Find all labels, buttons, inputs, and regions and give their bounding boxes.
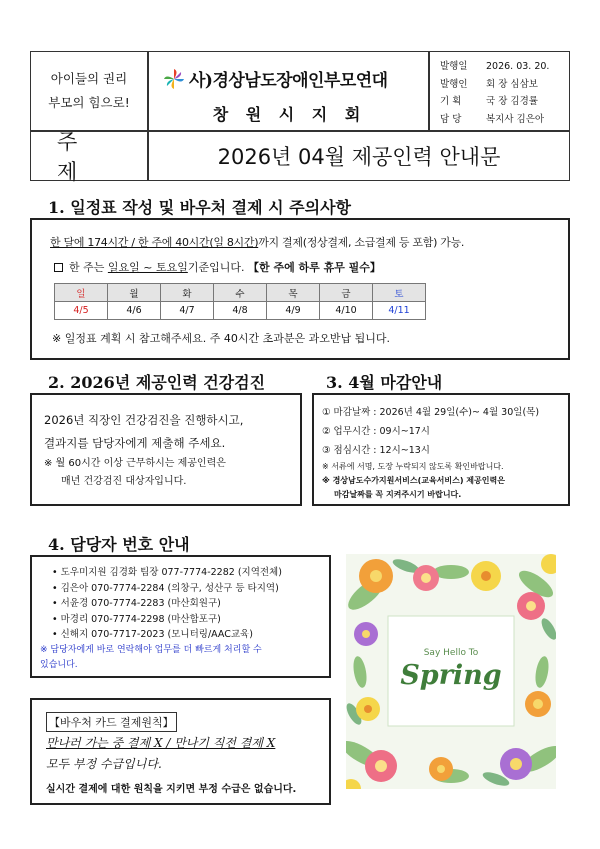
meta-row (440, 93, 569, 111)
week-text-mid: 기준입니다. (187, 261, 245, 274)
date-cell: 4/7 (161, 302, 214, 320)
section1-note: ※ 일정표 계획 시 참고해주세요. 주 40시간 초과분은 과오반납 됩니다. (52, 332, 390, 345)
section3-box (312, 393, 570, 506)
section3-note2-line1: ※ 경상남도수가지원서비스(교육서비스) 제공인력은 (322, 476, 505, 485)
meta-row (440, 76, 569, 94)
slogan-line2: 부모의 힘으로! (48, 95, 130, 110)
contact-item: • 서윤경 070-7774-2283 (마산회원구) (52, 598, 221, 609)
contact-item: • 김은아 070-7774-2284 (의창구, 성산구 등 타지역) (52, 582, 279, 594)
section2-title: 2. 2026년 제공인력 건강검진 (48, 373, 266, 392)
org-name: 사)경상남도장애인부모연대 (189, 71, 388, 91)
office-hours: ② 업무시간 : 09시~17시 (322, 426, 430, 437)
date-cell: 4/9 (267, 302, 320, 320)
meta-label: 담 당 (440, 113, 462, 125)
date-cell: 4/8 (214, 302, 267, 320)
week-calendar-table (54, 283, 426, 320)
slogan-line1: 아이들의 권리 (50, 71, 128, 86)
meta-label: 발행일 (440, 61, 468, 72)
week-range-text: 일요일 ~ 토요일 (107, 261, 188, 274)
week-text-prefix: 한 주는 (69, 261, 105, 274)
section3-title: 3. 4월 마감안내 (326, 373, 443, 392)
rest-day-required-text: 【한 주에 하루 휴무 필수】 (247, 261, 381, 274)
section4-box (30, 555, 331, 678)
section1-box (30, 218, 570, 360)
weekday-row (55, 284, 426, 302)
section2-line2: 결과지를 담당자에게 제출해 주세요. (44, 436, 226, 450)
org-branch: 창 원 시 지 회 (212, 105, 367, 124)
contact-item: • 도우미지원 김경화 팀장 077-7774-2282 (지역전체) (52, 567, 282, 578)
publication-meta (429, 51, 570, 131)
contact-item: • 신해지 070-7717-2023 (모니터링/AAC교육) (52, 629, 253, 640)
spring-big-text: Spring (400, 660, 502, 691)
spring-flower-image (346, 554, 556, 789)
meta-label: 발행인 (440, 78, 468, 90)
voucher-heading: 【바우처 카드 결제원칙】 (46, 712, 177, 732)
weekday-cell: 목 (267, 284, 320, 302)
checkbox-empty-icon (54, 263, 63, 272)
section1-line2 (54, 259, 381, 275)
date-cell: 4/6 (108, 302, 161, 320)
date-row (55, 302, 426, 320)
section3-note2-line2: 마감날짜를 꼭 지켜주시기 바랍니다. (334, 490, 462, 499)
section4-title: 4. 담당자 번호 안내 (48, 535, 190, 554)
weekday-cell: 토 (373, 284, 426, 302)
contact-item: • 마경리 070-7774-2298 (마산합포구) (52, 613, 221, 625)
meta-row (440, 111, 569, 129)
meta-value: 회 장 심삼보 (486, 78, 538, 90)
meta-value: 국 장 김경률 (486, 96, 538, 107)
meta-value: 2026. 03. 20. (486, 61, 550, 72)
section2-note2: 매년 건강검진 대상자입니다. (61, 476, 187, 487)
org-title-box (148, 51, 429, 131)
section1-line1 (50, 234, 464, 250)
meta-row (440, 58, 569, 76)
date-cell: 4/5 (55, 302, 108, 320)
weekday-cell: 일 (55, 284, 108, 302)
section2-box (30, 393, 302, 506)
signature-note: ※ 서류에 서명, 도장 누락되지 않도록 확인바랍니다. (322, 462, 504, 471)
contact-note-line2: 있습니다. (40, 659, 78, 670)
section2-note1: ※ 월 60시간 이상 근무하시는 제공인력은 (44, 458, 226, 469)
subject-title: 2026년 04월 제공인력 안내문 (148, 131, 570, 181)
voucher-principle-box (30, 698, 331, 805)
weekday-cell: 월 (108, 284, 161, 302)
hours-limit-suffix: 까지 결제(정상결제, 소급결제 등 포함) 가능. (258, 236, 465, 249)
deadline-date: ① 마감날짜 : 2026년 4월 29일(수)~ 4월 30일(목) (322, 407, 540, 418)
date-cell: 4/11 (373, 302, 426, 320)
hours-limit-text: 한 달에 174시간 / 한 주에 40시간(일 8시간) (50, 236, 259, 249)
lunch-hours: ③ 점심시간 : 12시~13시 (322, 445, 430, 456)
meta-label: 기 획 (440, 96, 462, 107)
spring-small-text: Say Hello To (423, 648, 479, 658)
meta-value: 복지사 김은아 (486, 113, 545, 125)
pinwheel-logo-icon (163, 68, 185, 90)
voucher-rule-line2: 모두 부정 수급입니다. (46, 757, 162, 771)
weekday-cell: 금 (320, 284, 373, 302)
weekday-cell: 수 (214, 284, 267, 302)
voucher-rule-line3: 실시간 결제에 대한 원칙을 지키면 부정 수급은 없습니다. (46, 784, 297, 795)
subject-label: 주제 (30, 131, 148, 181)
contact-note-line1: ※ 담당자에게 바로 연락해야 업무를 더 빠르게 처리할 수 (40, 644, 262, 655)
slogan-box (30, 51, 148, 131)
section2-line1: 2026년 직장인 건강검진을 진행하시고, (44, 413, 244, 427)
date-cell: 4/10 (320, 302, 373, 320)
voucher-rule-line1: 만나러 가는 중 결제 X / 만나기 직전 결제 X (46, 736, 276, 750)
section1-title: 1. 일정표 작성 및 바우처 결제 시 주의사항 (48, 198, 351, 217)
weekday-cell: 화 (161, 284, 214, 302)
